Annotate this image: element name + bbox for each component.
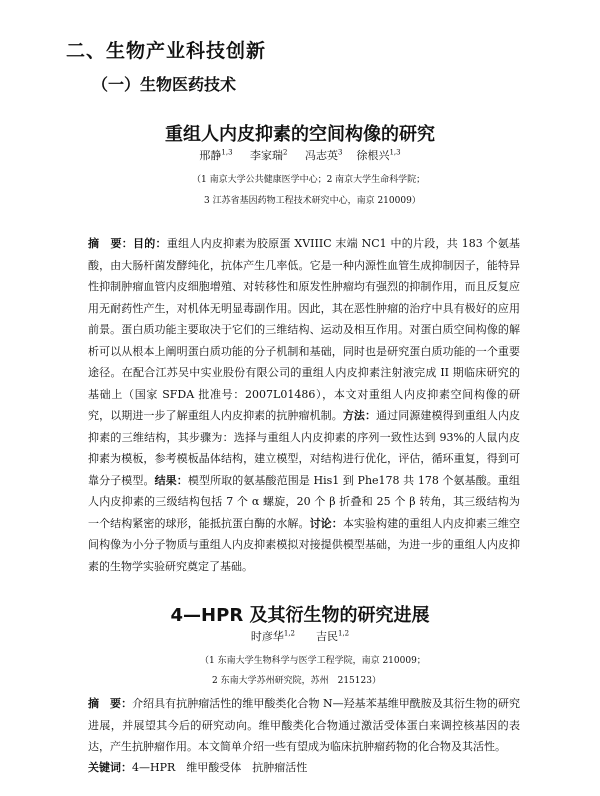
- author-name: 冯志英: [304, 149, 338, 162]
- author-sup: 1,3: [389, 148, 401, 157]
- author-sup: 1,3: [221, 148, 233, 157]
- article2-title: 4—HPR 及其衍生物的研究进展: [170, 605, 430, 626]
- author-sup: 1,2: [283, 629, 295, 638]
- abstract-label: 摘 要：: [88, 697, 133, 710]
- article2-abstract: [88, 693, 520, 758]
- author-sup: 1,2: [337, 629, 350, 638]
- article2-affiliation-line1: （1 东南大学生物科学与医学工程学院，南京 210009；: [200, 656, 426, 666]
- article1-affiliation-line2: 3 江苏省基因药物工程技术研究中心，南京 210009）: [204, 196, 421, 206]
- article2-affiliation-line2: 2 东南大学苏州研究院，苏州 215123）: [212, 676, 381, 686]
- author-sup: 3: [337, 148, 343, 157]
- keywords-label: 关键词：: [88, 761, 132, 774]
- subsection-heading: （一）生物医药技术: [92, 75, 237, 94]
- objective-label: 目的：: [133, 237, 167, 250]
- method-label: 方法：: [342, 409, 377, 422]
- result-text: 模型所取的氨基酸范围是 His1 到 Phe178 共 178 个氨基酸。重组人内皮抑素的三级结构包括 7 个 α 螺旋，20 个 β 折叠和 25 个 β 转角，其三级结构为一个结构紧密的球形，能抵抗蛋白酶的水解。: [88, 473, 520, 530]
- author-name: 李家瑞: [250, 149, 284, 162]
- abstract-text: 重组人内皮抑素为胶原蛋 XVIIIC 末端 NC1 中的片段，共 183 个氨基酸，由大肠杆菌发酵纯化，抗体产生几率低。它是一种内源性血管生成抑制因子，能特异性抑制肿瘤血管内皮细胞增殖、对转移性和原发性肿瘤均有强烈的抑制作用，而且反复应用无耐药性产生，对机体无明显毒副作用。因此，其在恶性肿瘤的治疗中具有极好的应用前景。蛋白质功能主要取决于它们的三维结构、运动及相互作用。对蛋白质空间构像的解析可以从根本上阐明蛋白质功能的分子机制和基础，同时也是研究蛋白质功能的一个重要途径。在配合江苏吴中实业股份有限公司的重组人内皮抑素注射液完成 II 期临床研究的基础上（国家 SFDA 批准号：2007L01486），本文对重组人内皮抑素空间构像的研究，以期进一步了解重组人内皮抑素的抗肿瘤机制。: [88, 237, 521, 422]
- method-text: 通过同源建模得到重组人内皮抑素的三维结构，其步骤为：选择与重组人内皮抑素的序列一致性达到 93%的人鼠内皮抑素为模板，参考模板晶体结构，建立模型，对结构进行优化，评估，循环重复，得到可靠分子模型。: [88, 409, 521, 487]
- author-name: 时彦华: [250, 630, 284, 643]
- section-heading: 二、生物产业科技创新: [66, 40, 267, 62]
- author-name: 邢静: [199, 149, 222, 162]
- keywords-text: 4—HPR 维甲酸受体 抗肿瘤活性: [132, 761, 308, 774]
- author-name: 吉民: [315, 630, 338, 643]
- article1-authors: [0, 147, 600, 163]
- article2-keywords: [88, 757, 520, 779]
- discussion-label: 讨论：: [309, 516, 343, 530]
- article1-abstract: [88, 233, 520, 577]
- discussion-text: 本实验构建的重组人内皮抑素三维空间构像为小分子物质与重组人内皮抑素模拟对接提供模型基础，为进一步的重组人内皮抑素的生物学实验研究奠定了基础。: [88, 516, 521, 573]
- author-sup: 2: [283, 148, 288, 157]
- author-name: 徐根兴: [356, 149, 390, 162]
- result-label: 结果：: [154, 473, 188, 487]
- article1-affiliation-line1: （1 南京大学公共健康医学中心；2 南京大学生命科学院；: [192, 175, 426, 185]
- article1-title: 重组人内皮抑素的空间构像的研究: [165, 124, 435, 145]
- article2-authors: [0, 628, 600, 644]
- abstract-label: 摘 要：: [88, 237, 134, 250]
- abstract-text: 介绍具有抗肿瘤活性的维甲酸类化合物 N—羟基苯基维甲酰胺及其衍生物的研究进展，并展望其今后的研究动向。维甲酸类化合物通过激活受体蛋白来调控核基因的表达，产生抗肿瘤作用。本文简单介绍一些有望成为临床抗肿瘤药物的化合物及其活性。: [88, 697, 520, 753]
